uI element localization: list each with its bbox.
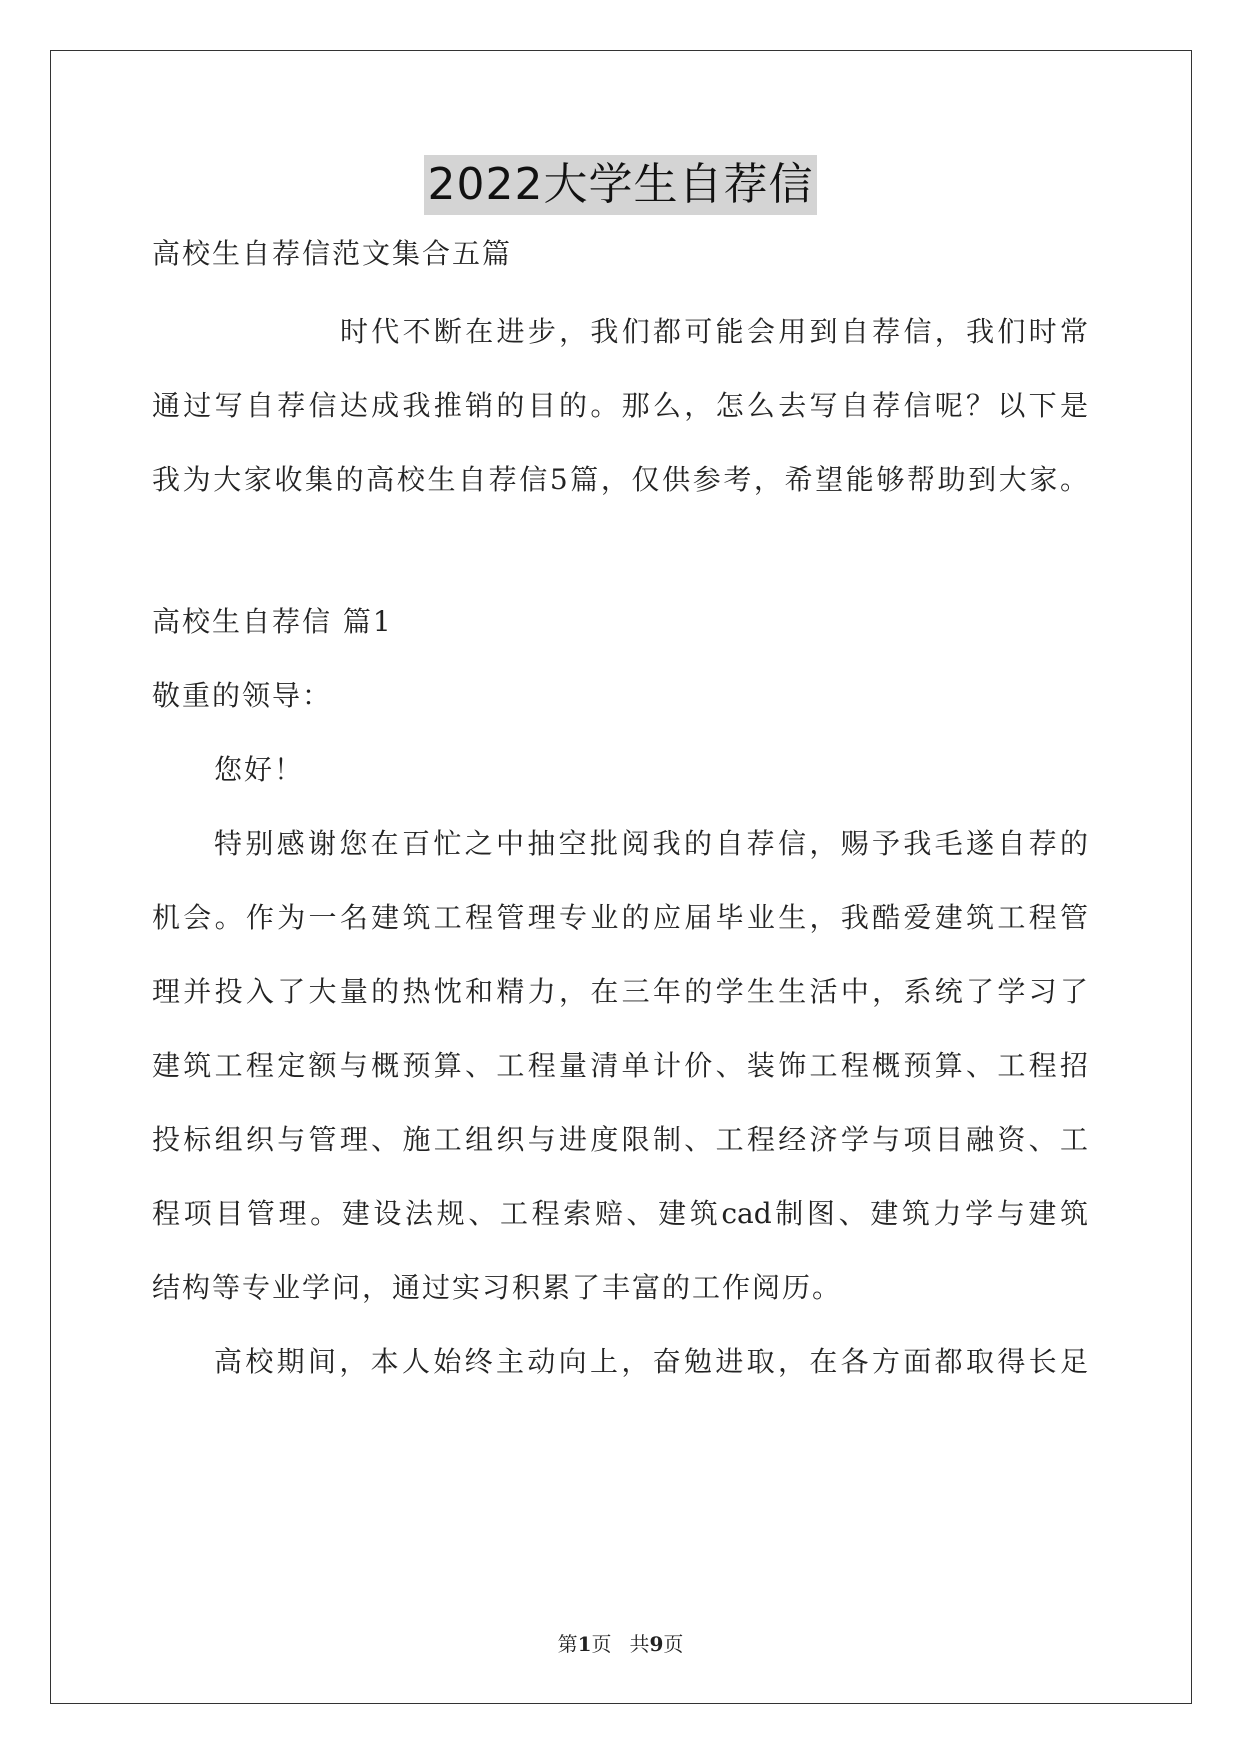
paragraph1-line-2: 机会。作为一名建筑工程管理专业的应届毕业生，我酷爱建筑工程管 — [152, 901, 1088, 934]
greeting: 您好！ — [214, 753, 305, 786]
salutation: 敬重的领导： — [152, 679, 333, 712]
section-heading: 高校生自荐信 篇1 — [152, 605, 393, 638]
footer-page-total: 9 — [649, 1632, 664, 1656]
paragraph1-line-1: 特别感谢您在百忙之中抽空批阅我的自荐信，赐予我毛遂自荐的 — [214, 827, 1088, 860]
paragraph1-line-4: 建筑工程定额与概预算、工程量清单计价、装饰工程概预算、工程招 — [152, 1049, 1088, 1082]
footer-page-prefix: 第 — [557, 1632, 578, 1656]
paragraph1-line-3: 理并投入了大量的热忱和精力，在三年的学生生活中，系统了学习了 — [152, 975, 1088, 1008]
subtitle: 高校生自荐信范文集合五篇 — [152, 237, 513, 270]
paragraph1-line-7: 结构等专业学问，通过实习积累了丰富的工作阅历。 — [152, 1271, 843, 1304]
footer-page-mid: 页 — [591, 1632, 612, 1656]
paragraph1-line-6: 程项目管理。建设法规、工程索赔、建筑cad制图、建筑力学与建筑 — [152, 1197, 1088, 1230]
document-title: 2022大学生自荐信 — [424, 155, 818, 215]
paragraph2-line-1: 高校期间，本人始终主动向上，奋勉进取，在各方面都取得长足 — [214, 1345, 1088, 1378]
footer-page-current: 1 — [577, 1632, 592, 1656]
title-container — [0, 155, 1241, 215]
page-footer — [0, 1628, 1241, 1657]
intro-line-2: 通过写自荐信达成我推销的目的。那么，怎么去写自荐信呢？以下是 — [152, 389, 1088, 422]
footer-total-suffix: 页 — [663, 1632, 684, 1656]
intro-line-3: 我为大家收集的高校生自荐信5篇，仅供参考，希望能够帮助到大家。 — [152, 463, 1088, 496]
footer-total-prefix: 共 — [629, 1632, 650, 1656]
paragraph1-line-5: 投标组织与管理、施工组织与进度限制、工程经济学与项目融资、工 — [152, 1123, 1088, 1156]
page-border — [50, 50, 1192, 1704]
intro-line-1: 时代不断在进步，我们都可能会用到自荐信，我们时常 — [340, 315, 1088, 348]
